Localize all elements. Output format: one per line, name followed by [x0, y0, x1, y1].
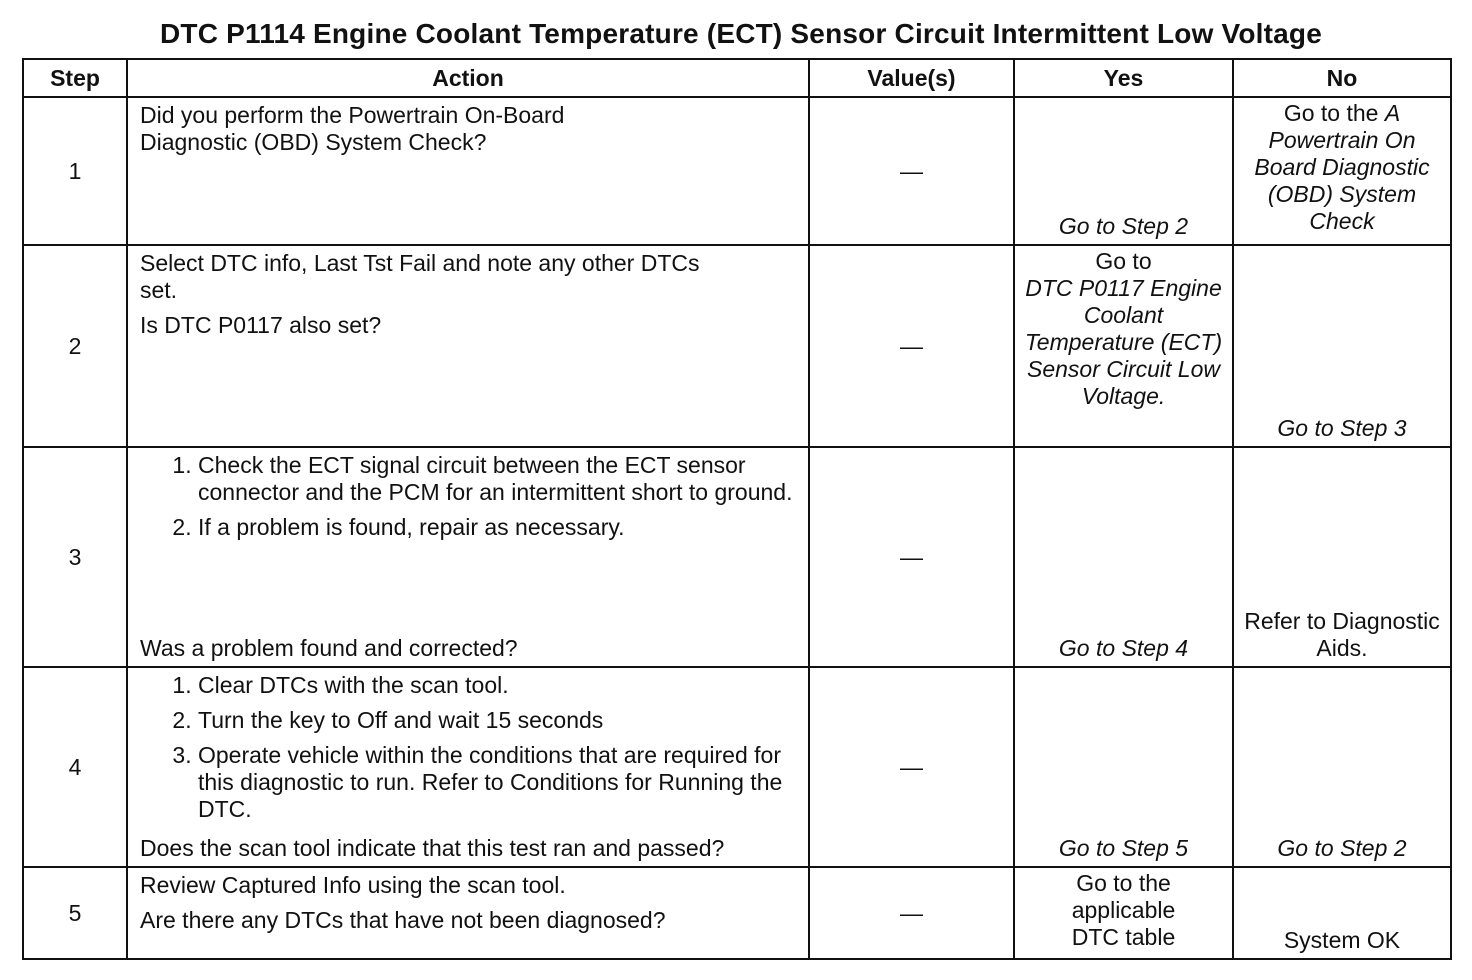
table-row — [23, 97, 1451, 245]
no-cell — [1233, 97, 1451, 245]
table-row — [23, 667, 1451, 867]
action-text: Review Captured Info using the scan tool. — [140, 872, 566, 898]
step-number: 5 — [23, 867, 127, 959]
action-text: Did you perform the Powertrain On-Board Diagnostic (OBD) System Check? — [140, 102, 565, 155]
no-cell — [1233, 667, 1451, 867]
yes-cell — [1014, 245, 1233, 447]
yes-cell — [1014, 97, 1233, 245]
header-no: No — [1233, 59, 1451, 97]
no-result: Go to Step 2 — [1277, 835, 1407, 861]
yes-result: Go to Step 2 — [1058, 213, 1189, 239]
step-number: 3 — [23, 447, 127, 667]
action-cell — [127, 97, 809, 245]
table-row — [23, 447, 1451, 667]
no-cell — [1233, 447, 1451, 667]
action-steps — [140, 672, 798, 823]
list-item: 2. If a problem is found, repair as necessary. — [198, 514, 798, 541]
table-row — [23, 867, 1451, 959]
value-cell: — — [809, 447, 1014, 667]
action-cell — [127, 245, 809, 447]
action-question: Does the scan tool indicate that this test ran and passed? — [140, 835, 725, 861]
action-cell — [127, 447, 809, 667]
header-yes: Yes — [1014, 59, 1233, 97]
list-item: 2. Turn the key to Off and wait 15 seconds — [198, 707, 798, 734]
value-cell: — — [809, 867, 1014, 959]
table-row — [23, 245, 1451, 447]
list-item: 3. Operate vehicle within the conditions that are required for this diagnostic to run. Refer to Conditions for Running the DTC. — [198, 742, 798, 823]
no-result: System OK — [1283, 927, 1401, 953]
value-cell: — — [809, 245, 1014, 447]
action-text: Select DTC info, Last Tst Fail and note any other DTCs set. — [140, 250, 700, 303]
header-step: Step — [23, 59, 127, 97]
step-number: 1 — [23, 97, 127, 245]
yes-cell — [1014, 447, 1233, 667]
step-number: 2 — [23, 245, 127, 447]
no-result: Go to the A Powertrain On Board Diagnostic (OBD) System Check — [1254, 100, 1430, 234]
step-number: 4 — [23, 667, 127, 867]
list-item: 1. Check the ECT signal circuit between the ECT sensor connector and the PCM for an intermittent short to ground. — [198, 452, 798, 506]
list-item: 1. Clear DTCs with the scan tool. — [198, 672, 798, 699]
yes-cell — [1014, 867, 1233, 959]
header-row — [23, 59, 1451, 97]
action-question: Is DTC P0117 also set? — [140, 312, 382, 338]
action-question: Was a problem found and corrected? — [140, 635, 518, 661]
action-question: Are there any DTCs that have not been diagnosed? — [140, 907, 666, 933]
diagnostic-table — [22, 58, 1452, 960]
yes-result: Go to the applicable DTC table — [1071, 870, 1176, 950]
page-title: DTC P1114 Engine Coolant Temperature (ECT) Sensor Circuit Intermittent Low Voltage — [160, 18, 1322, 49]
action-steps — [140, 452, 798, 541]
no-result: Refer to Diagnostic Aids. — [1244, 608, 1440, 661]
header-values: Value(s) — [809, 59, 1014, 97]
action-cell — [127, 867, 809, 959]
yes-result: Go to DTC P0117 Engine Coolant Temperature (ECT) Sensor Circuit Low Voltage. — [1024, 248, 1223, 409]
value-cell: — — [809, 97, 1014, 245]
no-cell — [1233, 245, 1451, 447]
header-action: Action — [127, 59, 809, 97]
value-cell: — — [809, 667, 1014, 867]
no-result: Go to Step 3 — [1277, 415, 1407, 441]
yes-result: Go to Step 4 — [1058, 635, 1189, 661]
action-cell — [127, 667, 809, 867]
yes-result: Go to Step 5 — [1058, 835, 1189, 861]
no-cell — [1233, 867, 1451, 959]
yes-cell — [1014, 667, 1233, 867]
